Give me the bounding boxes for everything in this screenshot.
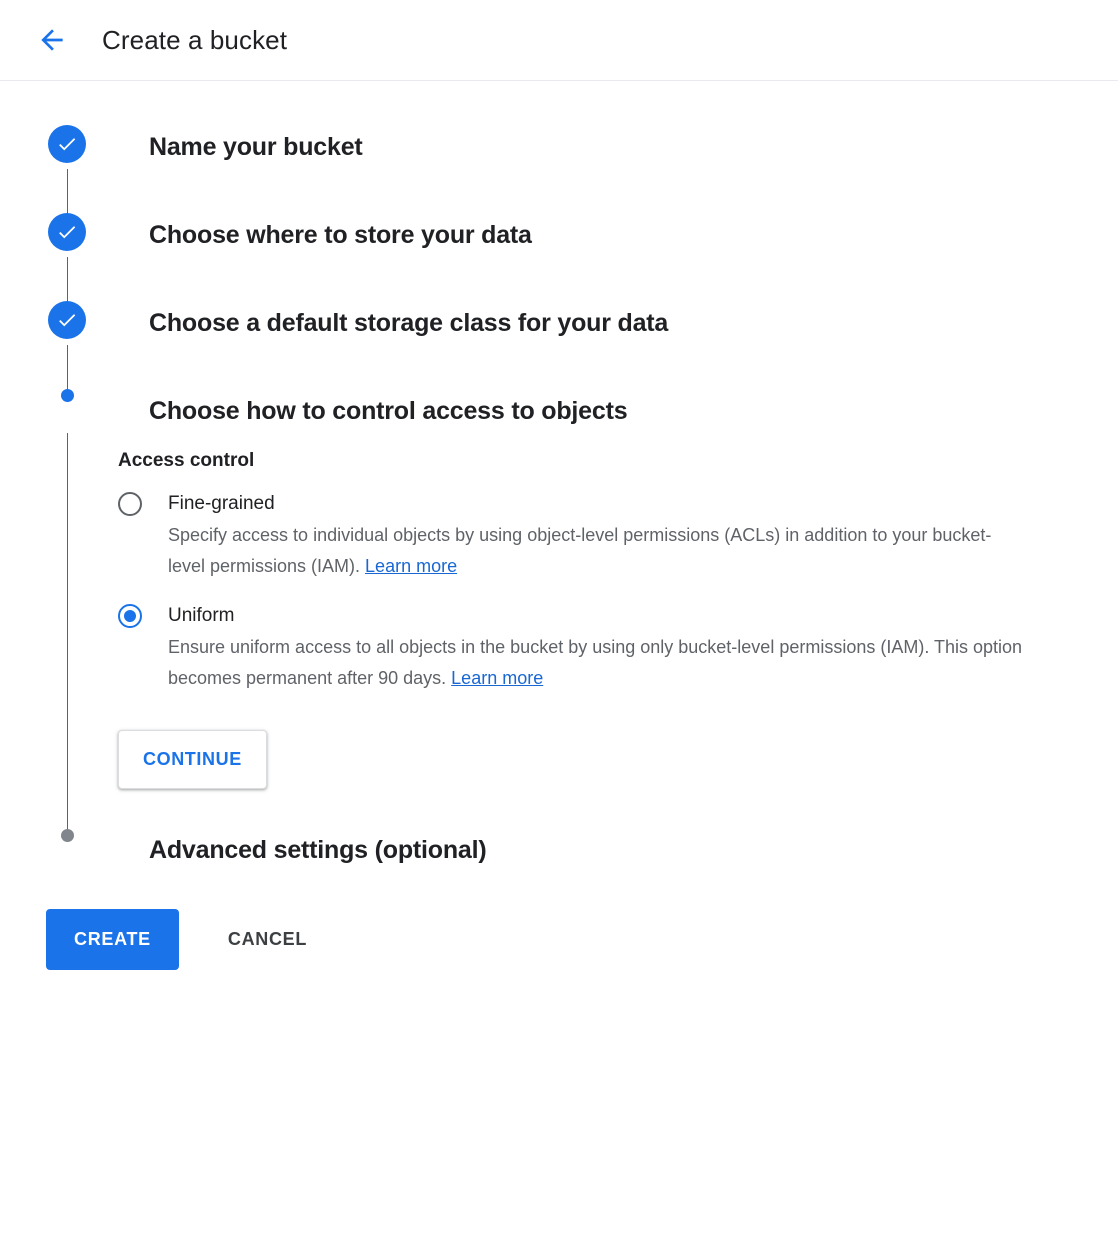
radio-description-text: Specify access to individual objects by using object-level permissions (ACLs) in addition to your bucket-level permissions (IAM). — [168, 525, 992, 576]
step-connector — [67, 169, 68, 213]
radio-label-fine-grained: Fine-grained — [168, 493, 275, 514]
active-step-dot-icon — [61, 389, 74, 402]
cancel-button[interactable]: CANCEL — [204, 909, 331, 970]
radio-label-uniform: Uniform — [168, 604, 235, 626]
radio-button-uniform[interactable] — [118, 604, 142, 628]
step-marker-col — [0, 213, 118, 251]
step-header — [118, 213, 532, 257]
step-marker-col — [0, 829, 118, 842]
step-title: Choose where to store your data — [149, 220, 532, 249]
pending-step-dot-icon — [61, 829, 74, 842]
radio-button-fine-grained[interactable] — [118, 492, 142, 516]
access-control-panel — [0, 433, 1118, 829]
radio-description-uniform — [168, 632, 1028, 694]
step-title: Choose how to control access to objects — [149, 396, 628, 425]
step-marker-col — [0, 125, 118, 163]
check-circle-icon — [48, 125, 86, 163]
page-title: Create a bucket — [102, 24, 288, 55]
check-circle-icon — [48, 301, 86, 339]
step-choose-location[interactable] — [0, 213, 1118, 257]
back-arrow-icon[interactable] — [30, 18, 74, 62]
step-title: Choose a default storage class for your data — [149, 308, 669, 337]
step-title: Advanced settings (optional) — [149, 836, 487, 865]
learn-more-link-uniform[interactable]: Learn more — [451, 667, 544, 688]
check-circle-icon — [48, 213, 86, 251]
page-header — [0, 0, 1118, 81]
step-connector — [67, 345, 68, 389]
radio-description-text: Ensure uniform access to all objects in the bucket by using only bucket-level permissions (IAM). This option becomes permanent after 90 days. — [168, 636, 1023, 688]
step-header — [118, 125, 363, 169]
panel-rail — [0, 433, 118, 829]
step-name-your-bucket[interactable] — [0, 125, 1118, 169]
panel-connector-line — [67, 433, 68, 829]
step-marker-col — [0, 301, 118, 339]
step-choose-access-control[interactable] — [0, 389, 1118, 433]
access-control-content — [118, 433, 1028, 829]
radio-option-fine-grained[interactable] — [118, 492, 1028, 516]
access-control-label: Access control — [118, 450, 255, 471]
step-advanced-settings[interactable] — [0, 829, 1118, 873]
step-header — [118, 301, 668, 345]
step-choose-storage-class[interactable] — [0, 301, 1118, 345]
create-bucket-stepper — [0, 81, 1118, 873]
learn-more-link-fine-grained[interactable]: Learn more — [365, 555, 458, 576]
dialog-actions — [0, 873, 1118, 970]
radio-description-fine-grained — [168, 520, 1028, 582]
create-button[interactable]: CREATE — [46, 909, 179, 970]
panel-spacer — [118, 789, 1028, 815]
step-header — [118, 829, 486, 873]
step-marker-col — [0, 389, 118, 402]
radio-selected-dot — [124, 610, 136, 622]
continue-button[interactable]: CONTINUE — [118, 730, 267, 789]
radio-option-uniform[interactable] — [118, 604, 1028, 628]
step-title: Name your bucket — [149, 132, 363, 161]
step-header — [118, 389, 627, 433]
step-connector — [67, 257, 68, 301]
